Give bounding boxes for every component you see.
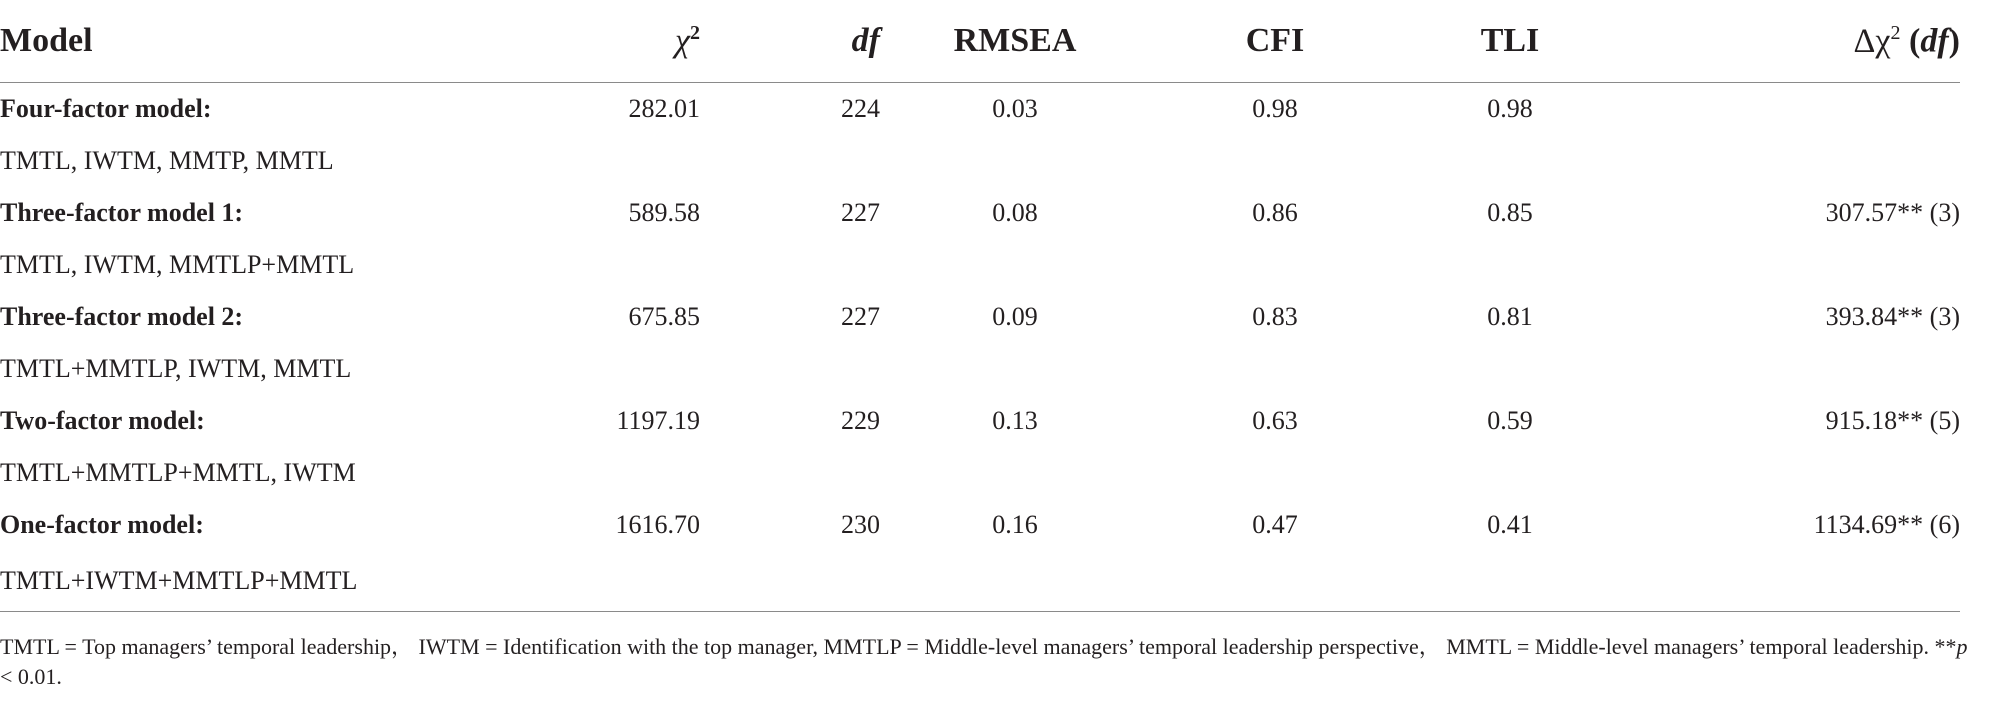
table-row-detail	[0, 551, 1960, 612]
model-name: Four-factor model:	[0, 94, 212, 123]
table-footnote	[0, 632, 1980, 692]
model-factors: TMTL+MMTLP, IWTM, MMTL	[0, 354, 352, 383]
chi-superscript: 2	[690, 21, 700, 44]
df-value: 229	[841, 406, 880, 435]
cfi-value: 0.47	[1252, 510, 1298, 539]
delta-chi-square-value	[1620, 83, 1960, 136]
model-name: One-factor model:	[0, 510, 204, 539]
df-value: 230	[841, 510, 880, 539]
header-model: Model	[0, 0, 560, 83]
chi-square-value: 675.85	[628, 302, 700, 331]
model-name: Two-factor model:	[0, 406, 205, 435]
chi-square-value: 1197.19	[616, 406, 700, 435]
rmsea-value: 0.03	[992, 94, 1038, 123]
delta-chi-square-value: 393.84** (3)	[1825, 302, 1960, 331]
chi-symbol: χ	[675, 22, 690, 60]
delta-open-paren: (	[1900, 22, 1921, 60]
df-label: df	[851, 22, 880, 59]
model-factors: TMTL, IWTM, MMTP, MMTL	[0, 146, 334, 175]
model-name: Three-factor model 2:	[0, 302, 244, 331]
footnote-p-symbol: p	[1956, 634, 1968, 659]
rmsea-value: 0.09	[992, 302, 1038, 331]
header-df	[700, 0, 880, 83]
delta-chi-square-value: 1134.69** (6)	[1813, 510, 1960, 539]
cfi-value: 0.63	[1252, 406, 1298, 435]
table-row-detail	[0, 239, 1960, 291]
chi-square-value: 589.58	[628, 198, 700, 227]
table-row	[0, 395, 1960, 447]
table-row-detail	[0, 135, 1960, 187]
model-factors: TMTL, IWTM, MMTLP+MMTL	[0, 250, 355, 279]
delta-chi-square-value: 915.18** (5)	[1825, 406, 1960, 435]
header-rmsea: RMSEA	[880, 0, 1150, 83]
header-row	[0, 0, 1960, 83]
tli-value: 0.59	[1487, 406, 1533, 435]
table-row-detail	[0, 343, 1960, 395]
model-factors: TMTL+IWTM+MMTLP+MMTL	[0, 551, 1960, 612]
tli-value: 0.85	[1487, 198, 1533, 227]
header-delta-chi-square	[1620, 0, 1960, 83]
df-value: 227	[841, 302, 880, 331]
table-row-detail	[0, 447, 1960, 499]
header-tli: TLI	[1400, 0, 1620, 83]
chi-square-value: 282.01	[628, 94, 700, 123]
delta-chi-square-value: 307.57** (3)	[1825, 198, 1960, 227]
cfi-value: 0.83	[1252, 302, 1298, 331]
table-row	[0, 499, 1960, 551]
header-cfi: CFI	[1150, 0, 1400, 83]
rmsea-value: 0.08	[992, 198, 1038, 227]
cfi-value: 0.86	[1252, 198, 1298, 227]
header-chi-square	[560, 0, 700, 83]
delta-chi-symbol: Δχ	[1853, 22, 1891, 60]
delta-df-label: df	[1920, 22, 1949, 60]
footnote-p-threshold: < 0.01.	[0, 664, 62, 689]
footnote-text: TMTL = Top managers’ temporal leadership， IWTM = Identification with the top manager, MMTLP = Middle-level managers’ temporal leadership perspective， MMTL = Middle-level managers’ temporal leadership. **	[0, 634, 1957, 659]
tli-value: 0.81	[1487, 302, 1533, 331]
df-value: 227	[841, 198, 880, 227]
tli-value: 0.41	[1487, 510, 1533, 539]
delta-superscript: 2	[1890, 21, 1901, 44]
model-name: Three-factor model 1:	[0, 198, 244, 227]
rmsea-value: 0.16	[992, 510, 1038, 539]
cfi-value: 0.98	[1252, 94, 1298, 123]
chi-square-value: 1616.70	[615, 510, 700, 539]
tli-value: 0.98	[1487, 94, 1533, 123]
table-row	[0, 187, 1960, 239]
df-value: 224	[841, 94, 880, 123]
model-factors: TMTL+MMTLP+MMTL, IWTM	[0, 458, 356, 487]
table-row	[0, 291, 1960, 343]
rmsea-value: 0.13	[992, 406, 1038, 435]
delta-close-paren: )	[1948, 22, 1960, 60]
table-row	[0, 83, 1960, 136]
